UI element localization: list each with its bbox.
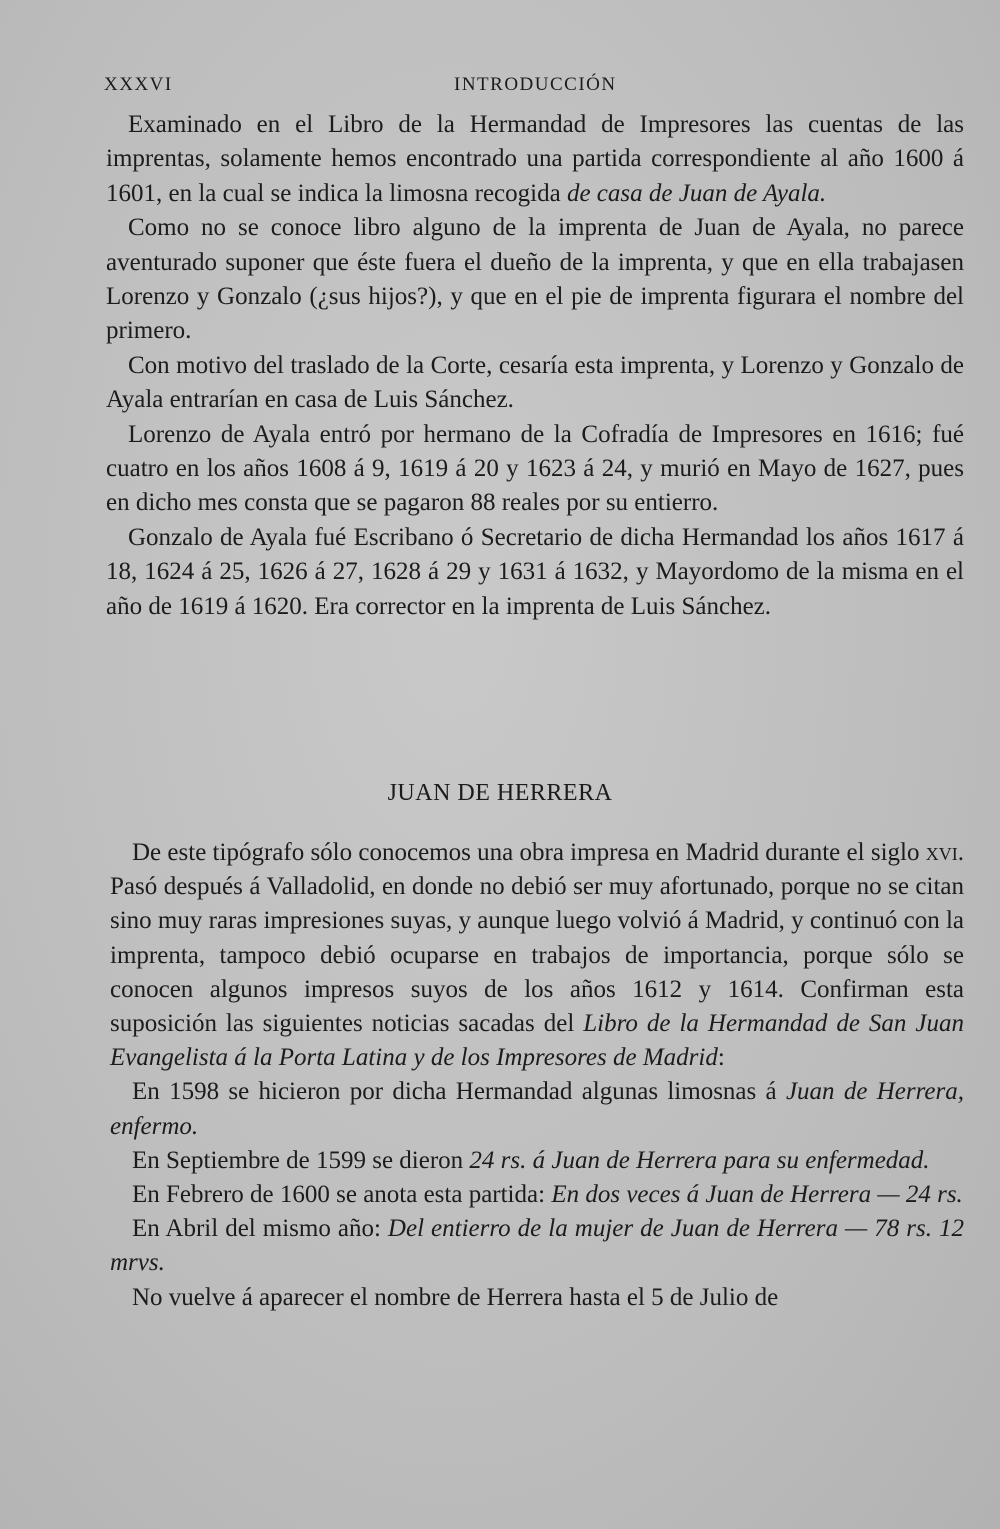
paragraph-text: En Septiembre de 1599 se dieron: [132, 1146, 470, 1174]
paragraph: No vuelve á aparecer el nombre de Herrera hasta el 5 de Julio de: [132, 1283, 779, 1311]
italic-quote: de casa de Juan de Ayala.: [566, 179, 827, 207]
paragraph: Como no se conoce libro alguno de la imprenta de Juan de Ayala, no parece aventurado suponer que éste fuera el dueño de la imprenta, y que en ella trabajasen Lorenzo y Gonzalo (¿sus hijos?), y que en el pie de imprenta figurara el nombre del primero.: [106, 214, 964, 345]
paragraph: [110, 1212, 964, 1280]
running-title: INTRODUCCIÓN: [454, 74, 617, 95]
paragraph-text: En Abril del mismo año:: [132, 1215, 388, 1243]
italic-quote: Del entierro de la mujer de Juan de Herrera — 78 rs. 12 mrvs.: [110, 1215, 964, 1277]
paragraph-text: En 1598 se hicieron por dicha Hermandad algunas limosnas á: [132, 1078, 786, 1106]
paragraph: Lorenzo de Ayala entró por hermano de la Cofradía de Impresores en 1616; fué cuatro en los años 1608 á 9, 1619 á 20 y 1623 á 24, y murió en Mayo de 1627, pues en dicho mes consta que se pagaron 88 reales por su entierro.: [106, 420, 964, 517]
italic-book-title: Libro de la Hermandad de San Juan Evangelista á la Porta Latina y de los Impresores de Madrid: [110, 1010, 964, 1072]
paragraph: [110, 836, 964, 1075]
paragraph: [110, 1178, 964, 1212]
section-ayala: [106, 108, 964, 624]
italic-quote: Juan de Herrera, enfermo.: [110, 1078, 965, 1140]
section-herrera: [110, 836, 964, 1315]
paragraph-text: En Febrero de 1600 se anota esta partida:: [132, 1181, 552, 1209]
page-header: [104, 74, 964, 104]
paragraph-text: . Pasó después á Valladolid, en donde no debió ser muy afortunado, porque no se citan sino muy raras impresiones suyas, y aunque luego volvió á Madrid, y continuó con la imprenta, tampoco debió ocuparse en trabajos de importancia, porque sólo se conocen algunos impresos suyos de los años 1612 y 1614. Confirman esta suposición las siguientes noticias sacadas del: [110, 839, 965, 1038]
section-heading: JUAN DE HERRERA: [387, 780, 613, 806]
paragraph-text: Examinado en el Libro de la Hermandad de Impresores las cuentas de las imprentas, solamente hemos encontrado una partida correspondiente al año 1600 á 1601, en la cual se indica la limosna recogida: [106, 111, 964, 207]
paragraph: [106, 108, 964, 211]
paragraph: [110, 1144, 964, 1178]
paragraph: Gonzalo de Ayala fué Escribano ó Secretario de dicha Hermandad los años 1617 á 18, 1624 á 25, 1626 á 27, 1628 á 29 y 1631 á 1632, y Mayordomo de la misma en el año de 1619 á 1620. Era corrector en la imprenta de Luis Sánchez.: [106, 523, 964, 620]
paragraph: [110, 1075, 964, 1143]
page-number: XXXVI: [104, 74, 173, 95]
paragraph: Con motivo del traslado de la Corte, cesaría esta imprenta, y Lorenzo y Gonzalo de Ayala entrarían en casa de Luis Sánchez.: [106, 351, 964, 414]
century-numeral: xvi: [925, 839, 958, 866]
italic-quote: 24 rs. á Juan de Herrera para su enfermedad.: [469, 1146, 930, 1174]
paragraph-punct: :: [717, 1044, 725, 1072]
paragraph-text: De este tipógrafo sólo conocemos una obra impresa en Madrid durante el siglo: [132, 839, 926, 866]
italic-quote: En dos veces á Juan de Herrera — 24 rs.: [551, 1181, 963, 1209]
